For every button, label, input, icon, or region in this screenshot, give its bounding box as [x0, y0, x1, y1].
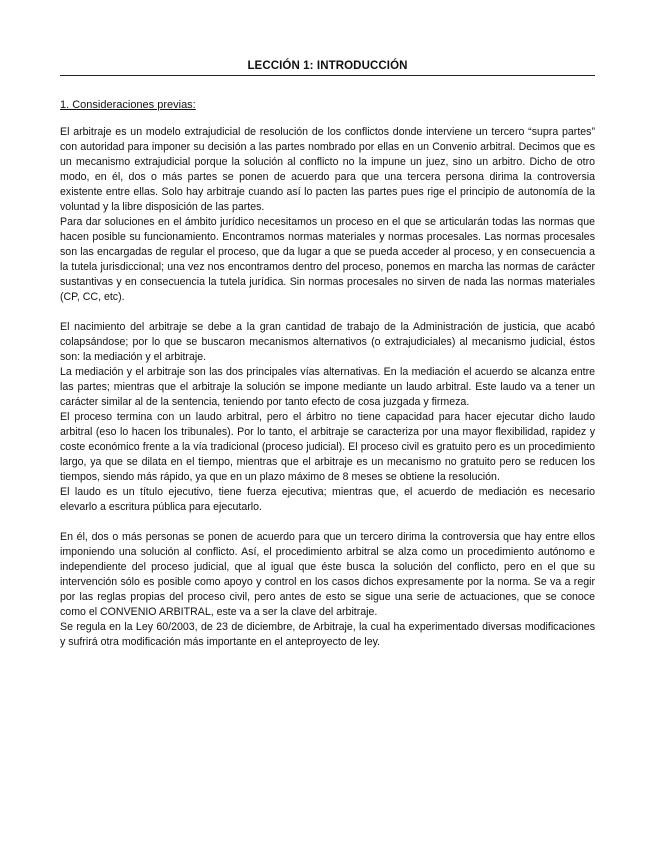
paragraph: El nacimiento del arbitraje se debe a la gran cantidad de trabajo de la Administración de justicia, que acabó colapsándose; por lo que se buscaron mecanismos alternativos (o extrajudiciales) al mecanismo judicial, éstos son: la mediación y el arbitraje. — [60, 321, 595, 363]
paragraph: La mediación y el arbitraje son las dos principales vías alternativas. En la mediación el acuerdo se alcanza entre las partes; mientras que el arbitraje la solución se impone mediante un laudo arbitral. Este laudo va a tener un carácter similar al de la sentencia, teniendo por tanto efecto de cosa juzgada y firmeza. — [60, 366, 595, 408]
paragraph: El proceso termina con un laudo arbitral, pero el árbitro no tiene capacidad para hacer ejecutar dicho laudo arbitral (eso lo hacen los tribunales). Por lo tanto, el arbitraje se caracteriza por una mayor flexibilidad, rapidez y coste económico frente a la vía tradicional (proceso judicial). El proceso civil es gratuito pero es un procedimiento largo, ya que se dilata en el tiempo, mientras que el arbitraje es un mecanismo no gratuito pero se reducen los tiempos, siendo más rápido, ya que en un plazo máximo de 8 meses se obtiene la resolución. — [60, 411, 595, 483]
paragraph: Para dar soluciones en el ámbito jurídico necesitamos un proceso en el que se articularán todas las normas que hacen posible su funcionamiento. Encontramos normas materiales y normas procesales. Las normas procesales son las encargadas de regular el proceso, que da lugar a que se pueda acceder al proceso, y en consecuencia a la tutela jurisdiccional; una vez nos encontramos dentro del proceso, ponemos en marcha las normas de carácter sustantivas y en consecuencia la tutela jurídica. Sin normas procesales no sirven de nada las normas materiales (CP, CC, etc). — [60, 216, 595, 303]
block-gap — [60, 305, 595, 320]
paragraph: Se regula en la Ley 60/2003, de 23 de diciembre, de Arbitraje, la cual ha experimentado diversas modificaciones y sufrirá otra modificación más importante en el anteproyecto de ley. — [60, 621, 595, 648]
document-page — [60, 60, 595, 650]
page-title: LECCIÓN 1: INTRODUCCIÓN — [60, 60, 595, 76]
block-gap — [60, 515, 595, 530]
paragraph: En él, dos o más personas se ponen de acuerdo para que un tercero dirima la controversia que hay entre ellos imponiendo una solución al conflicto. Así, el procedimiento arbitral se alza como un procedimiento autónomo e independiente del proceso judicial, que al igual que éste busca la solución del conflicto, pero en el que su intervención sólo es posible como apoyo y control en los casos dichos expresamente por la norma. Se va a regir por las reglas propias del proceso civil, pero antes de esto se sigue una serie de actuaciones, que se conoce como el CONVENIO ARBITRAL, este va a ser la clave del arbitraje. — [60, 531, 595, 618]
paragraph: El laudo es un título ejecutivo, tiene fuerza ejecutiva; mientras que, el acuerdo de mediación es necesario elevarlo a escritura pública para ejecutarlo. — [60, 486, 595, 513]
section-heading: 1. Consideraciones previas: — [60, 99, 196, 111]
paragraph: El arbitraje es un modelo extrajudicial de resolución de los conflictos donde interviene un tercero “supra partes” con autoridad para imponer su decisión a las partes nombrado por ellas en un Convenio arbitral. Decimos que es un mecanismo extrajudicial porque la solución al conflicto no la impune un juez, sino un arbitro. Dicho de otro modo, en él, dos o más partes se ponen de acuerdo para que una tercera persona dirima la controversia existente entre ellas. Solo hay arbitraje cuando así lo pacten las partes pues rige el principio de autonomía de la voluntad y la libre disposición de las partes. — [60, 126, 595, 213]
text-block-3 — [60, 530, 595, 650]
text-block-2 — [60, 320, 595, 515]
text-block-1 — [60, 125, 595, 305]
